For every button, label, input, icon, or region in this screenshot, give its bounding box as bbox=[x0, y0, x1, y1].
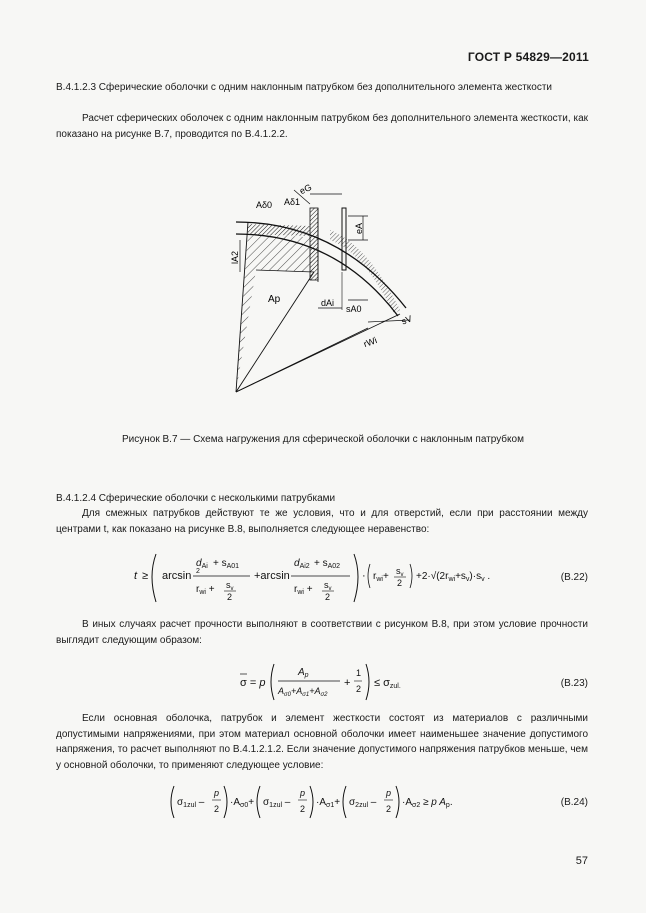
svg-text:arcsin: arcsin bbox=[162, 570, 192, 582]
pressure-area-ap bbox=[236, 232, 315, 392]
svg-text:p: p bbox=[386, 788, 392, 798]
label-e-g: eG bbox=[298, 182, 314, 197]
svg-text:sv: $s_v$ bbox=[226, 580, 234, 592]
svg-text:+: + bbox=[344, 677, 351, 689]
svg-text:rwi +: $r_{wi}$ + bbox=[196, 584, 215, 596]
equation-b22-number: (В.22) bbox=[560, 572, 588, 583]
svg-text:p: p bbox=[214, 788, 220, 798]
svg-text:Ap: $A_p$ bbox=[298, 667, 309, 679]
svg-text:1: 1 bbox=[356, 668, 362, 678]
section-b4123-title: В.4.1.2.3 Сферические оболочки с одним наклонным патрубком без дополнительного элемента жесткости bbox=[56, 82, 553, 93]
section-b4124-text: Для смежных патрубков действуют те же условия, что и для отверстий, если при расстоянии между центрами t, как показано на рисунке В.8, выполняется следующее неравенство: bbox=[56, 508, 588, 535]
page-number: 57 bbox=[575, 855, 588, 867]
equation-b24 bbox=[168, 782, 453, 822]
svg-text:·Aσ1+: $\cdot A_{\sigma 1}+$ bbox=[316, 797, 341, 809]
svg-text:σ = p: σ = p bbox=[240, 677, 266, 689]
svg-text:σ1zul –: $\sigma_{1zul}$ – bbox=[263, 797, 291, 809]
paragraph-materials: Если основная оболочка, патрубок и элемент жесткости состоят из материалов с различными допустимыми напряжениями, при этом материал основной оболочки имеет наименьшее значение допустимого напряжения, то расчет выполняют по В.4.1.2.1.2. Если значение допустимого напряжения патрубков меньше, чем у основной оболочки, то применяют следующее условие: bbox=[56, 713, 588, 771]
figure-b7-caption: Рисунок В.7 — Схема нагружения для сферической оболочки с наклонным патрубком bbox=[122, 434, 524, 445]
svg-text:rwi+: $r_{wi}+$ bbox=[373, 571, 389, 583]
label-r-wi: rWi bbox=[362, 335, 379, 350]
label-a-delta1: Aδ1 bbox=[284, 197, 301, 207]
svg-text:σ2zul –: $\sigma_{2zul}$ – bbox=[349, 797, 377, 809]
svg-text:2: 2 bbox=[386, 804, 392, 814]
svg-text:≥: ≥ bbox=[142, 570, 149, 582]
svg-text:p: p bbox=[300, 788, 306, 798]
label-s-v: sV bbox=[400, 313, 414, 327]
svg-text:+ sA02: + $s_{A02}$ bbox=[314, 558, 341, 570]
equation-b23 bbox=[232, 660, 432, 704]
svg-text:Aσ0+Aσ1+Aσ2: $A_{\sigma 0}+A_{\sigma 1}+A_{\sigma 2}$ bbox=[278, 686, 328, 698]
svg-text:dAi2: $d_{Ai2}$ bbox=[294, 558, 310, 570]
equation-b24-number: (В.24) bbox=[560, 797, 588, 808]
svg-text:+2·√(2rwi+sv)·sv .: $+2\cdot√(2r_{wi}+s_v)\cdot s_v$ . bbox=[416, 571, 491, 583]
svg-text:2: 2 bbox=[356, 684, 362, 694]
label-e-a: eA bbox=[354, 222, 364, 234]
equation-b23-number: (В.23) bbox=[560, 678, 588, 689]
svg-text:sv: $s_v$ bbox=[396, 566, 404, 578]
svg-text:t: t bbox=[134, 570, 138, 582]
equation-b22 bbox=[128, 548, 491, 608]
svg-text:≤ σzul.: ≤ σzul. bbox=[374, 677, 401, 690]
svg-text:2: 2 bbox=[196, 568, 200, 575]
nozzle-left-wall bbox=[310, 208, 318, 280]
svg-text:rwi +: $r_{wi}$ + bbox=[294, 584, 313, 596]
section-b4124-title: В.4.1.2.4 Сферические оболочки с несколькими патрубками bbox=[56, 493, 336, 504]
figure-b7-diagram bbox=[218, 160, 428, 405]
standard-header: ГОСТ Р 54829—2011 bbox=[467, 50, 589, 64]
svg-text:·Aσ0+: $\cdot A_{\sigma 0}+$ bbox=[230, 797, 255, 809]
svg-text:·: · bbox=[362, 570, 366, 582]
svg-text:2: 2 bbox=[214, 804, 220, 814]
svg-text:·Aσ2 ≥ p Ap.: $\cdot A_{\sigma 2} \ge p$ $A_p$. bbox=[402, 797, 453, 809]
label-l-a2: lA2 bbox=[230, 250, 240, 264]
svg-text:sv: $s_v$ bbox=[324, 580, 332, 592]
svg-text:2: 2 bbox=[397, 578, 403, 588]
label-s-a0: sA0 bbox=[346, 304, 362, 314]
svg-text:+ sA01: + $s_{A01}$ bbox=[213, 558, 240, 570]
svg-text:dAi: $d_{Ai}$ bbox=[196, 558, 208, 570]
paragraph-other-cases: В иных случаях расчет прочности выполняют в соответствии с рисунком В.8, при этом условие прочности выглядит следующим образом: bbox=[56, 619, 588, 646]
svg-text:2: 2 bbox=[325, 592, 331, 602]
label-a-delta0: Aδ0 bbox=[256, 200, 273, 210]
label-d-ai: dAi bbox=[321, 298, 335, 308]
svg-text:2: 2 bbox=[227, 592, 233, 602]
svg-text:2: 2 bbox=[300, 804, 306, 814]
svg-text:+arcsin: +arcsin bbox=[254, 570, 290, 582]
svg-text:σ1zul –: $\sigma_{1zul}$ – bbox=[177, 797, 205, 809]
label-a-p: Ap bbox=[268, 294, 281, 305]
section-b4123-text: Расчет сферических оболочек с одним наклонным патрубком без дополнительного элемента жесткости, как показано на рисунке В.7, проводится по В.4.1.2.2. bbox=[56, 113, 588, 140]
